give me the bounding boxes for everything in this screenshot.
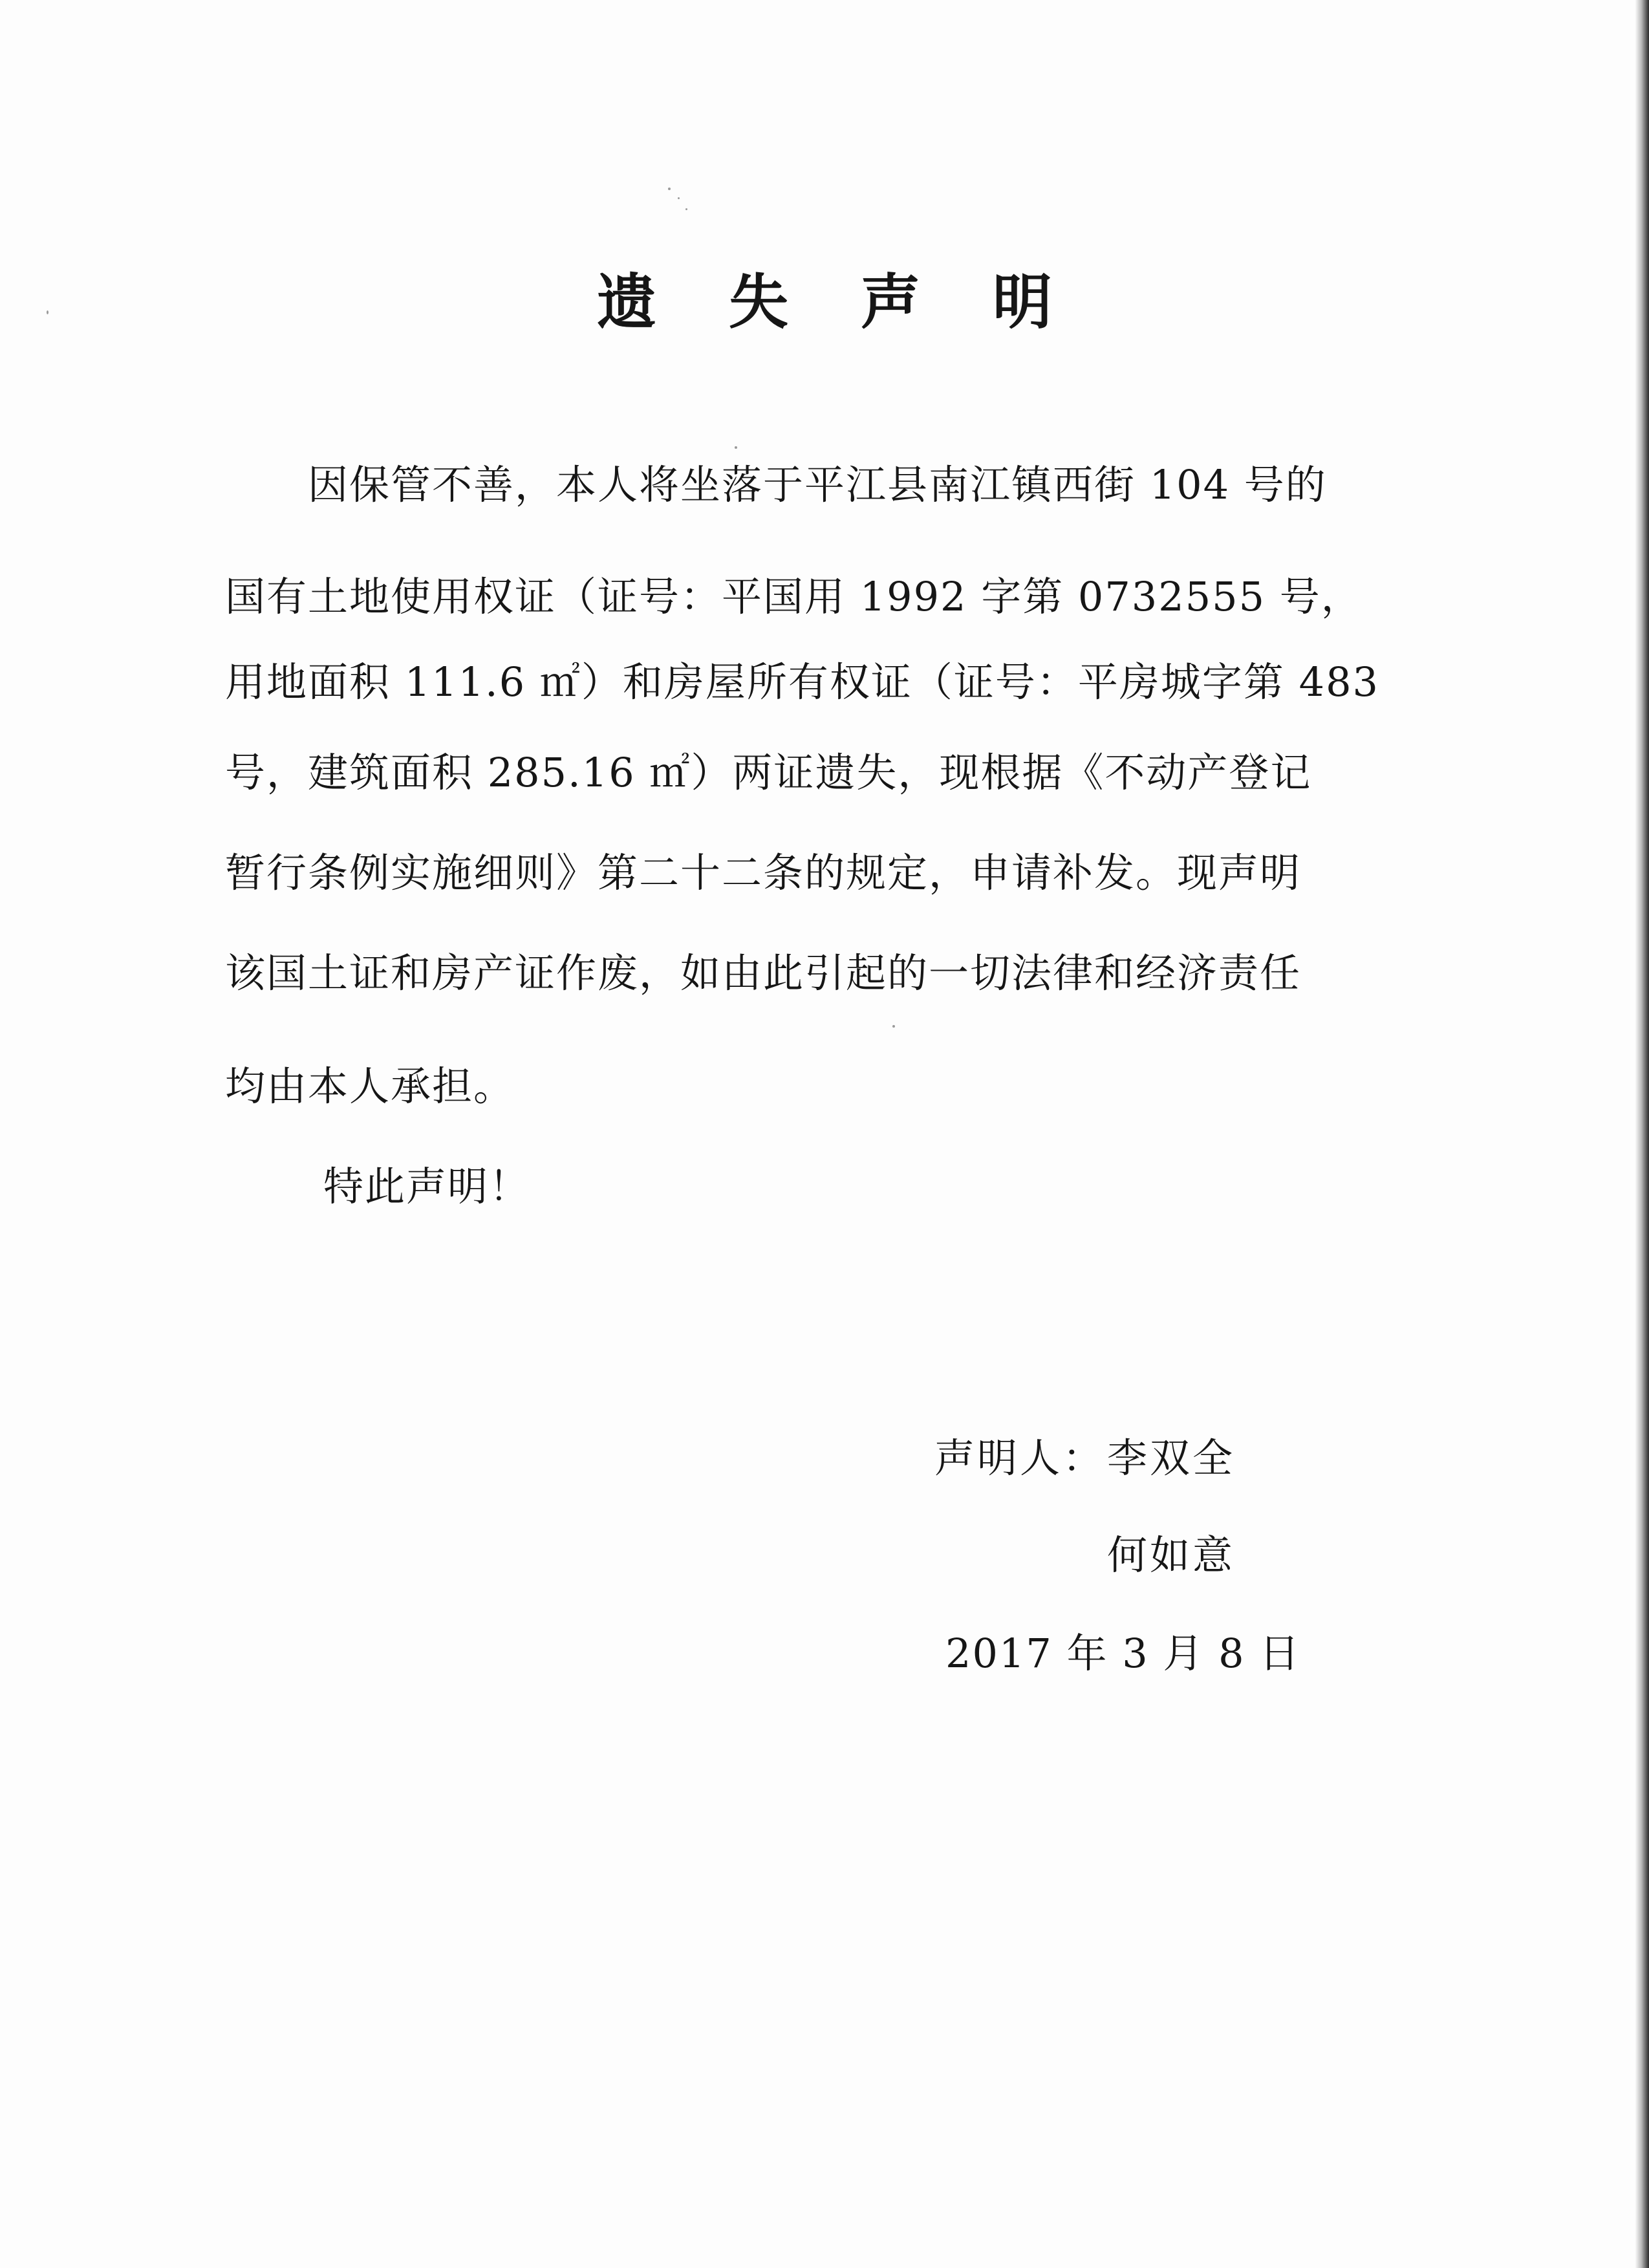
document-title: 遗 失 声 明 bbox=[596, 268, 1079, 337]
scan-speck bbox=[685, 208, 687, 210]
body-line: 该国土证和房产证作废，如由此引起的一切法律和经济责任 bbox=[225, 949, 1302, 997]
scan-speck bbox=[668, 188, 671, 190]
scan-speck bbox=[735, 446, 737, 449]
body-line: 均由本人承担。 bbox=[225, 1063, 515, 1110]
signatory-label: 声明人： bbox=[934, 1434, 1106, 1482]
body-line: 因保管不善，本人将坐落于平江县南江镇西街 104 号的 bbox=[308, 461, 1327, 508]
closing-statement: 特此声明！ bbox=[323, 1163, 531, 1210]
body-line: 暂行条例实施细则》第二十二条的规定，申请补发。现声明 bbox=[225, 849, 1302, 896]
scan-speck bbox=[678, 197, 680, 199]
body-line: 号，建筑面积 285.16 ㎡）两证遗失，现根据《不动产登记 bbox=[225, 749, 1312, 796]
body-line: 国有土地使用权证（证号：平国用 1992 字第 0732555 号， bbox=[225, 573, 1363, 620]
signature-date: 2017 年 3 月 8 日 bbox=[945, 1630, 1301, 1677]
signatory-name: 何如意 bbox=[1107, 1531, 1236, 1579]
signatory-name: 李双全 bbox=[1107, 1434, 1236, 1482]
scan-speck bbox=[892, 1025, 895, 1028]
body-line: 用地面积 111.6 ㎡）和房屋所有权证（证号：平房城字第 483 bbox=[225, 658, 1379, 706]
